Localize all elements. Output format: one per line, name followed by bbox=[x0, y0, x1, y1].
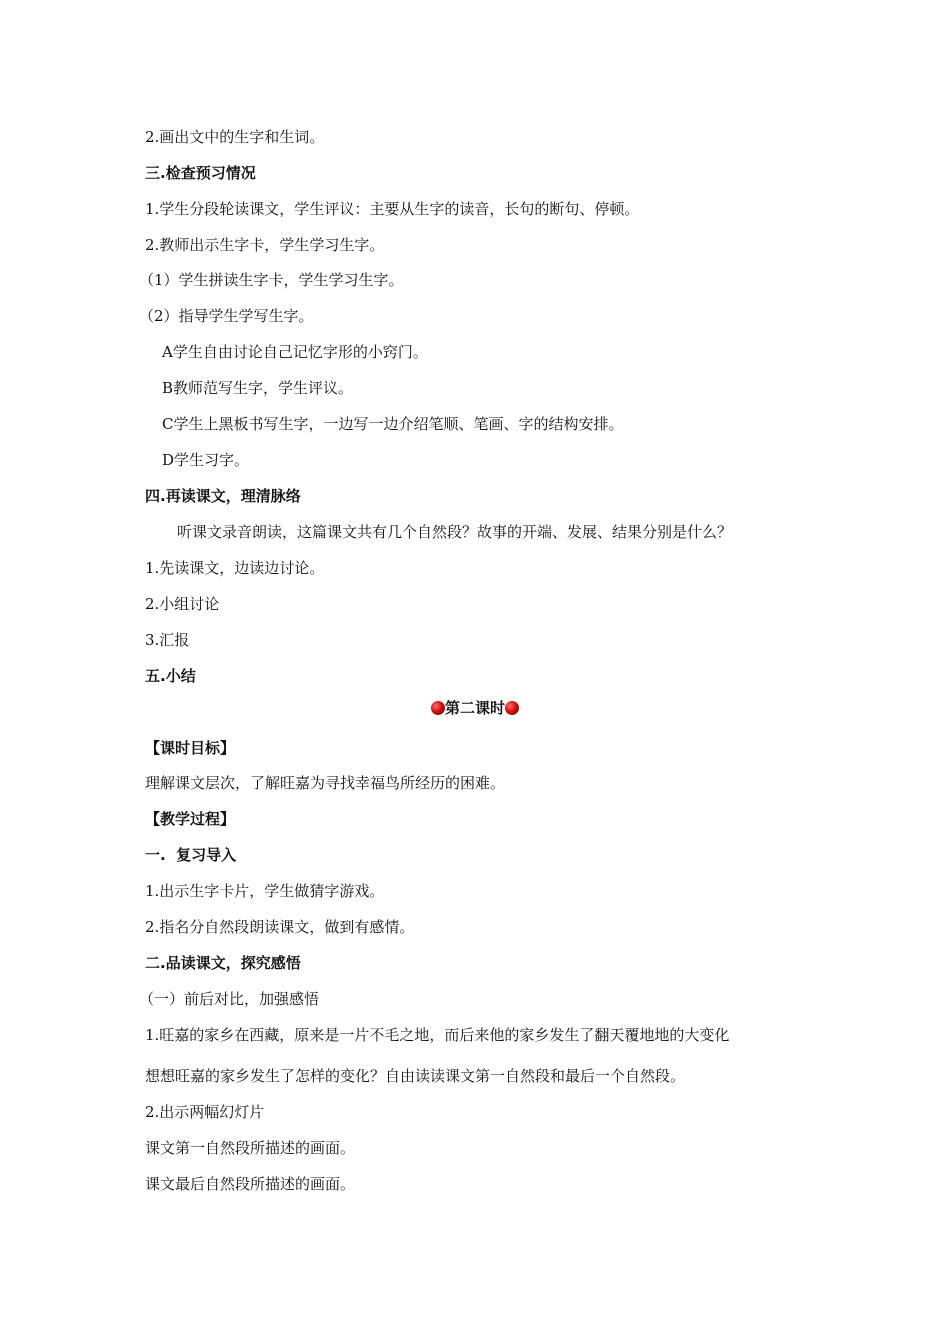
slide-first-paragraph: 课文第一自然段所描述的画面。 bbox=[145, 1139, 356, 1157]
writing-item-b: B教师范写生字，学生评议。 bbox=[162, 379, 354, 397]
slide-last-paragraph: 课文最后自然段所描述的画面。 bbox=[145, 1175, 356, 1193]
reread-step-3: 3.汇报 bbox=[145, 631, 190, 649]
check-step-2: 2.教师出示生字卡，学生学习生字。 bbox=[145, 236, 385, 254]
lesson-2-title-text: 第二课时 bbox=[444, 699, 505, 717]
review-step-2: 2.指名分自然段朗读课文，做到有感情。 bbox=[145, 918, 415, 936]
lesson-goal-heading: 【课时目标】 bbox=[145, 739, 236, 757]
lesson-goal-text: 理解课文层次，了解旺嘉为寻找幸福鸟所经历的困难。 bbox=[145, 774, 506, 792]
reread-step-2: 2.小组讨论 bbox=[145, 595, 220, 613]
red-ball-icon bbox=[431, 701, 445, 715]
review-step-1: 1.出示生字卡片，学生做猜字游戏。 bbox=[145, 882, 385, 900]
contrast-step-2: 2.出示两幅幻灯片 bbox=[145, 1103, 265, 1121]
section-2-heading: 二.品读课文，探究感悟 bbox=[145, 954, 301, 972]
check-step-1: 1.学生分段轮读课文，学生评议：主要从生字的读音，长句的断句、停顿。 bbox=[145, 200, 640, 218]
writing-item-c: C学生上黑板书写生字，一边写一边介绍笔顺、笔画、字的结构安排。 bbox=[162, 415, 624, 433]
check-substep-1: （1）学生拼读生字卡，学生学习生字。 bbox=[139, 271, 404, 289]
reread-step-1: 1.先读课文，边读边讨论。 bbox=[145, 559, 325, 577]
red-ball-icon bbox=[505, 701, 519, 715]
writing-item-a: A学生自由讨论自己记忆字形的小窍门。 bbox=[162, 343, 428, 361]
subsection-1-heading: （一）前后对比，加强感悟 bbox=[139, 990, 320, 1008]
preview-step-2: 2.画出文中的生字和生词。 bbox=[145, 128, 325, 146]
section-4-heading: 四.再读课文，理清脉络 bbox=[145, 487, 301, 505]
writing-item-d: D学生习字。 bbox=[162, 451, 250, 469]
contrast-question: 想想旺嘉的家乡发生了怎样的变化？自由读读课文第一自然段和最后一个自然段。 bbox=[145, 1067, 686, 1085]
teaching-process-heading: 【教学过程】 bbox=[145, 810, 236, 828]
section-4-intro: 听课文录音朗读，这篇课文共有几个自然段？故事的开端、发展、结果分别是什么？ bbox=[177, 523, 733, 541]
check-substep-2: （2）指导学生学写生字。 bbox=[139, 307, 314, 325]
lesson-2-title bbox=[0, 698, 950, 718]
section-5-heading: 五.小结 bbox=[145, 667, 196, 685]
review-heading: 一. 复习导入 bbox=[145, 846, 237, 864]
section-3-heading: 三.检查预习情况 bbox=[145, 164, 256, 182]
contrast-step-1: 1.旺嘉的家乡在西藏，原来是一片不毛之地，而后来他的家乡发生了翻天覆地地的大变化 bbox=[145, 1026, 730, 1044]
